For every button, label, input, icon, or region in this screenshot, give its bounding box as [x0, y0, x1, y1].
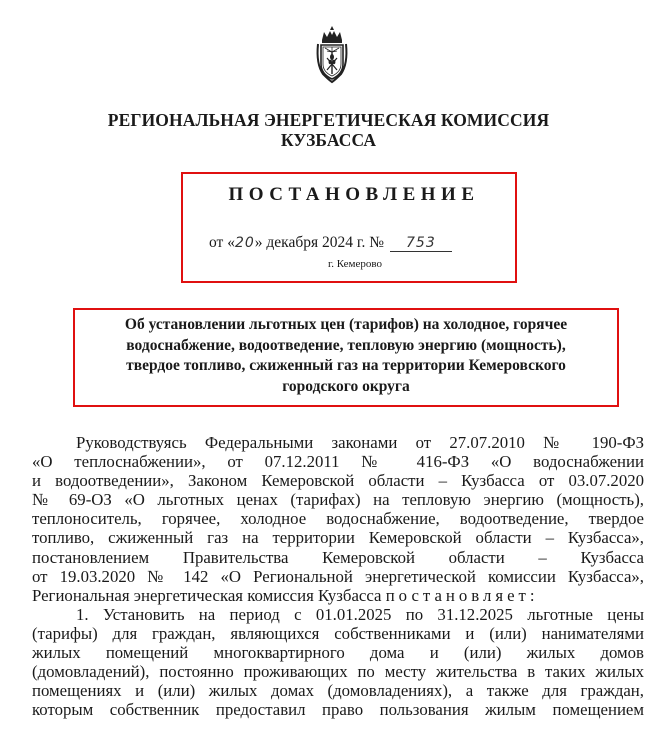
- preamble-line: топливо, сжиженный газ на территории Кемеровской области – Кузбасса»,: [32, 528, 644, 548]
- organization-title: [0, 110, 657, 150]
- decree-day: 20: [234, 235, 255, 251]
- organization-title-line1: РЕГИОНАЛЬНАЯ ЭНЕРГЕТИЧЕСКАЯ КОМИССИЯ: [107, 110, 550, 130]
- kuzbass-coat-of-arms-icon: [313, 24, 351, 84]
- clause-line: (тарифы) для граждан, являющихся собственниками и (или) нанимателями: [32, 623, 644, 643]
- decree-subject-highlight: [73, 308, 619, 407]
- clause-line: которым собственник предоставил право пользования жилым помещением: [32, 700, 644, 720]
- preamble-line: «О теплоснабжении», от 07.12.2011 № 416-ФЗ «О водоснабжении: [32, 452, 644, 472]
- preamble-line: теплоноситель, горячее, холодное водоснабжение, водоотведение, твердое: [32, 509, 644, 529]
- clause-1-paragraph: [32, 605, 644, 720]
- preamble-line: постановлением Правительства Кемеровской области – Кузбасса: [32, 547, 644, 567]
- subject-line: городского округа: [282, 377, 410, 395]
- decree-header-highlight: [181, 172, 517, 283]
- preamble-line-resolves: [32, 586, 644, 605]
- preamble-line: от 19.03.2020 № 142 «О Региональной энергетической комиссии Кузбасса»,: [32, 566, 644, 586]
- subject-line: водоснабжение, водоотведение, тепловую энергию (мощность),: [126, 336, 566, 354]
- decree-date: [209, 234, 452, 252]
- decree-body: [32, 433, 644, 719]
- preamble-line: № 69-ОЗ «О льготных ценах (тарифах) на тепловую энергию (мощность),: [32, 490, 644, 510]
- clause-line: жилых помещений многоквартирного дома и (или) жилых домов: [32, 643, 644, 663]
- clause-line: помещениях и (или) жилых домах (домовладениях), а также для граждан,: [32, 681, 644, 701]
- decree-city: г. Кемерово: [327, 258, 383, 270]
- clause-line: 1. Установить на период с 01.01.2025 по 31.12.2025 льготные цены: [76, 604, 644, 624]
- preamble-line: Руководствуясь Федеральными законами от 27.07.2010 № 190-ФЗ: [76, 433, 644, 452]
- decree-number: 753: [390, 235, 452, 252]
- resolves-word: постановляет:: [385, 585, 539, 605]
- decree-subject: [75, 315, 617, 397]
- preamble-last-prefix: Региональная энергетическая комиссия Кузбасса: [32, 585, 382, 605]
- clause-line: (домовладений), постоянно проживающих по месту жительства в таких жилых: [32, 662, 644, 682]
- subject-line: Об установлении льготных цен (тарифов) на холодное, горячее: [124, 316, 568, 333]
- preamble-line: и водоотведении», Законом Кемеровской области – Кузбасса от 03.07.2020: [32, 471, 644, 491]
- preamble-paragraph: [32, 433, 644, 605]
- decree-date-suffix: » декабря 2024 г. №: [254, 234, 385, 251]
- decree-date-prefix: от «: [209, 234, 235, 251]
- decree-title: ПОСТАНОВЛЕНИЕ: [228, 184, 480, 205]
- organization-title-line2: КУЗБАССА: [280, 130, 377, 150]
- subject-line: твердое топливо, сжиженный газ на территории Кемеровского: [126, 357, 566, 374]
